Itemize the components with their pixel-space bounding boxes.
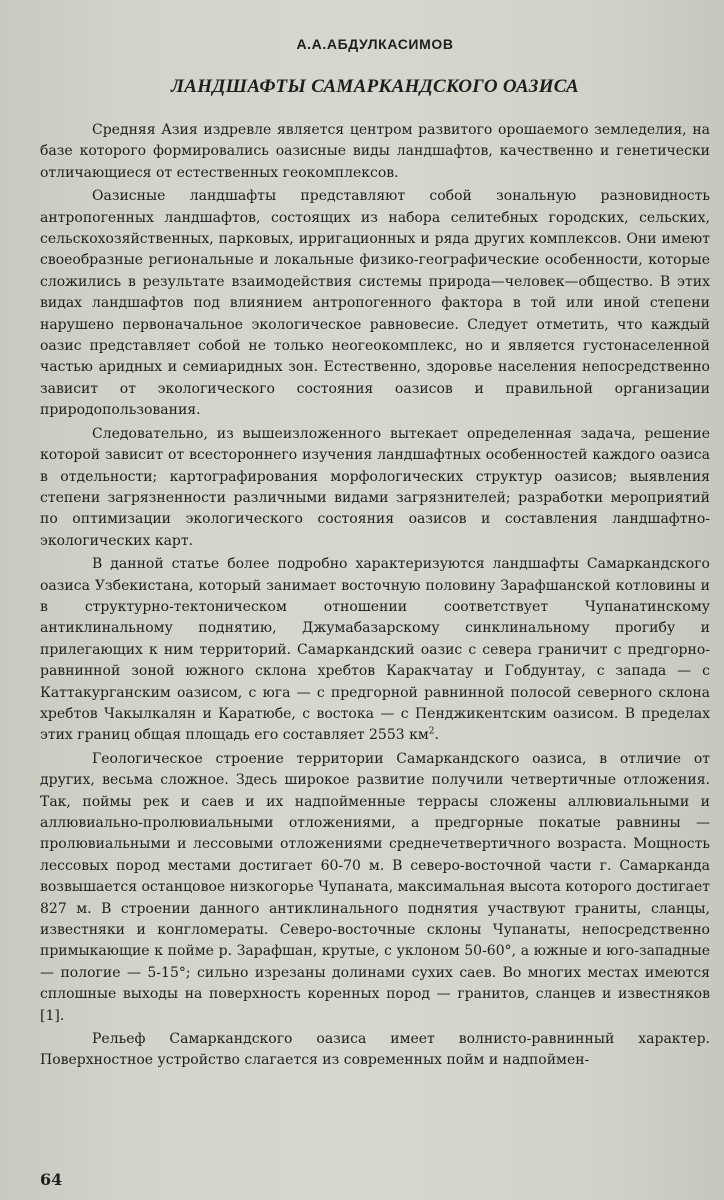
paragraph-6: Рельеф Самаркандского оазиса имеет волнисто-равнинный характер. Поверхностное устройство слагается из современных пойм и надпоймен-: [40, 1031, 710, 1069]
author-name: А.А.АБДУЛКАСИМОВ: [296, 36, 454, 52]
paragraph-2: Оазисные ландшафты представляют собой зональную разновидность антропогенных ландшафтов, состоящих из набора селитебных городских, сельских, сельскохозяйственных, парковых, ирригационных и ряда других комплексов. Они имеют своеобразные региональные и локальные физико-географические особенности, которые сложились в результате взаимодействия системы природа—человек—общество. В этих видах ландшафтов под влиянием антропогенного фактора в той или иной степени нарушено первоначальное экологическое равновесие. Следует отметить, что каждый оазис представляет собой не только неогеокомплекс, но и является густонаселенной частью аридных и семиаридных зон. Естественно, здоровье населения непосредственно зависит от экологического состояния оазисов и правильной организации природопользования.: [40, 188, 710, 419]
area-suffix: .: [434, 727, 439, 744]
article-body: [40, 120, 710, 1130]
paragraph-5: Геологическое строение территории Самаркандского оазиса, в отличие от других, весьма сложное. Здесь широкое развитие получили четвертичные отложения. Так, поймы рек и саев и их надпойменные террасы сложены аллювиальными и аллювиально-пролювиальными отложениями, а предгорные покатые равнины — пролювиальными и лессовыми отложениями среднечетвертичного возраста. Мощность лессовых пород местами достигает 60-70 м. В северо-восточной части г. Самарканда возвышается останцовое низкогорье Чупаната, максимальная высота которого достигает 827 м. В строении данного антиклинального поднятия участвуют граниты, сланцы, известняки и конгломераты. Северо-восточные склоны Чупанаты, непосредственно примыкающие к пойме р. Зарафшан, крутые, с уклоном 50-60°, а южные и юго-западные — пологие — 5-15°; сильно изрезаны долинами сухих саев. Во многих местах имеются сплошные выходы на поверхность коренных пород — гранитов, сланцев и известняков [1].: [40, 750, 710, 1024]
paragraph-1: Средняя Азия издревле является центром развитого орошаемого земледелия, на базе которого формировались оазисные виды ландшафтов, качественно и генетически отличающиеся от естественных геокомплексов.: [40, 122, 710, 181]
area-unit-superscript: 2: [428, 726, 435, 737]
paragraph-4: [40, 554, 710, 747]
article-title: ЛАНДШАФТЫ САМАРКАНДСКОГО ОАЗИСА: [170, 76, 580, 97]
page-number: 64: [40, 1170, 63, 1189]
paragraph-4-text: В данной статье более подробно характеризуются ландшафты Самаркандского оазиса Узбекистана, который занимает восточную половину Зарафшанской котловины и в структурно-тектоническом отношении соответствует Чупанатинскому антиклинальному поднятию, Джумабазарскому синклинальному прогибу и прилегающих к ним территорий. Самаркандский оазис с севера граничит с предгорно-равнинной зоной южного склона хребтов Каракчатау и Гобдунтау, с запада — с Каттакурганским оазисом, с юга — с предгорной равнинной полосой северного склона хребтов Чакылкалян и Каратюбе, с востока — с Пенджикентским оазисом. В пределах этих границ общая площадь его составляет 2553 км: [40, 556, 710, 744]
paragraph-3: Следовательно, из вышеизложенного вытекает определенная задача, решение которой зависит от всестороннего изучения ландшафтных особенностей каждого оазиса в отдельности; картографирования морфологических структур оазисов; выявления степени загрязненности различными видами загрязнителей; разработки мероприятий по оптимизации экологического состояния оазисов и составления ландшафтно-экологических карт.: [40, 425, 710, 549]
